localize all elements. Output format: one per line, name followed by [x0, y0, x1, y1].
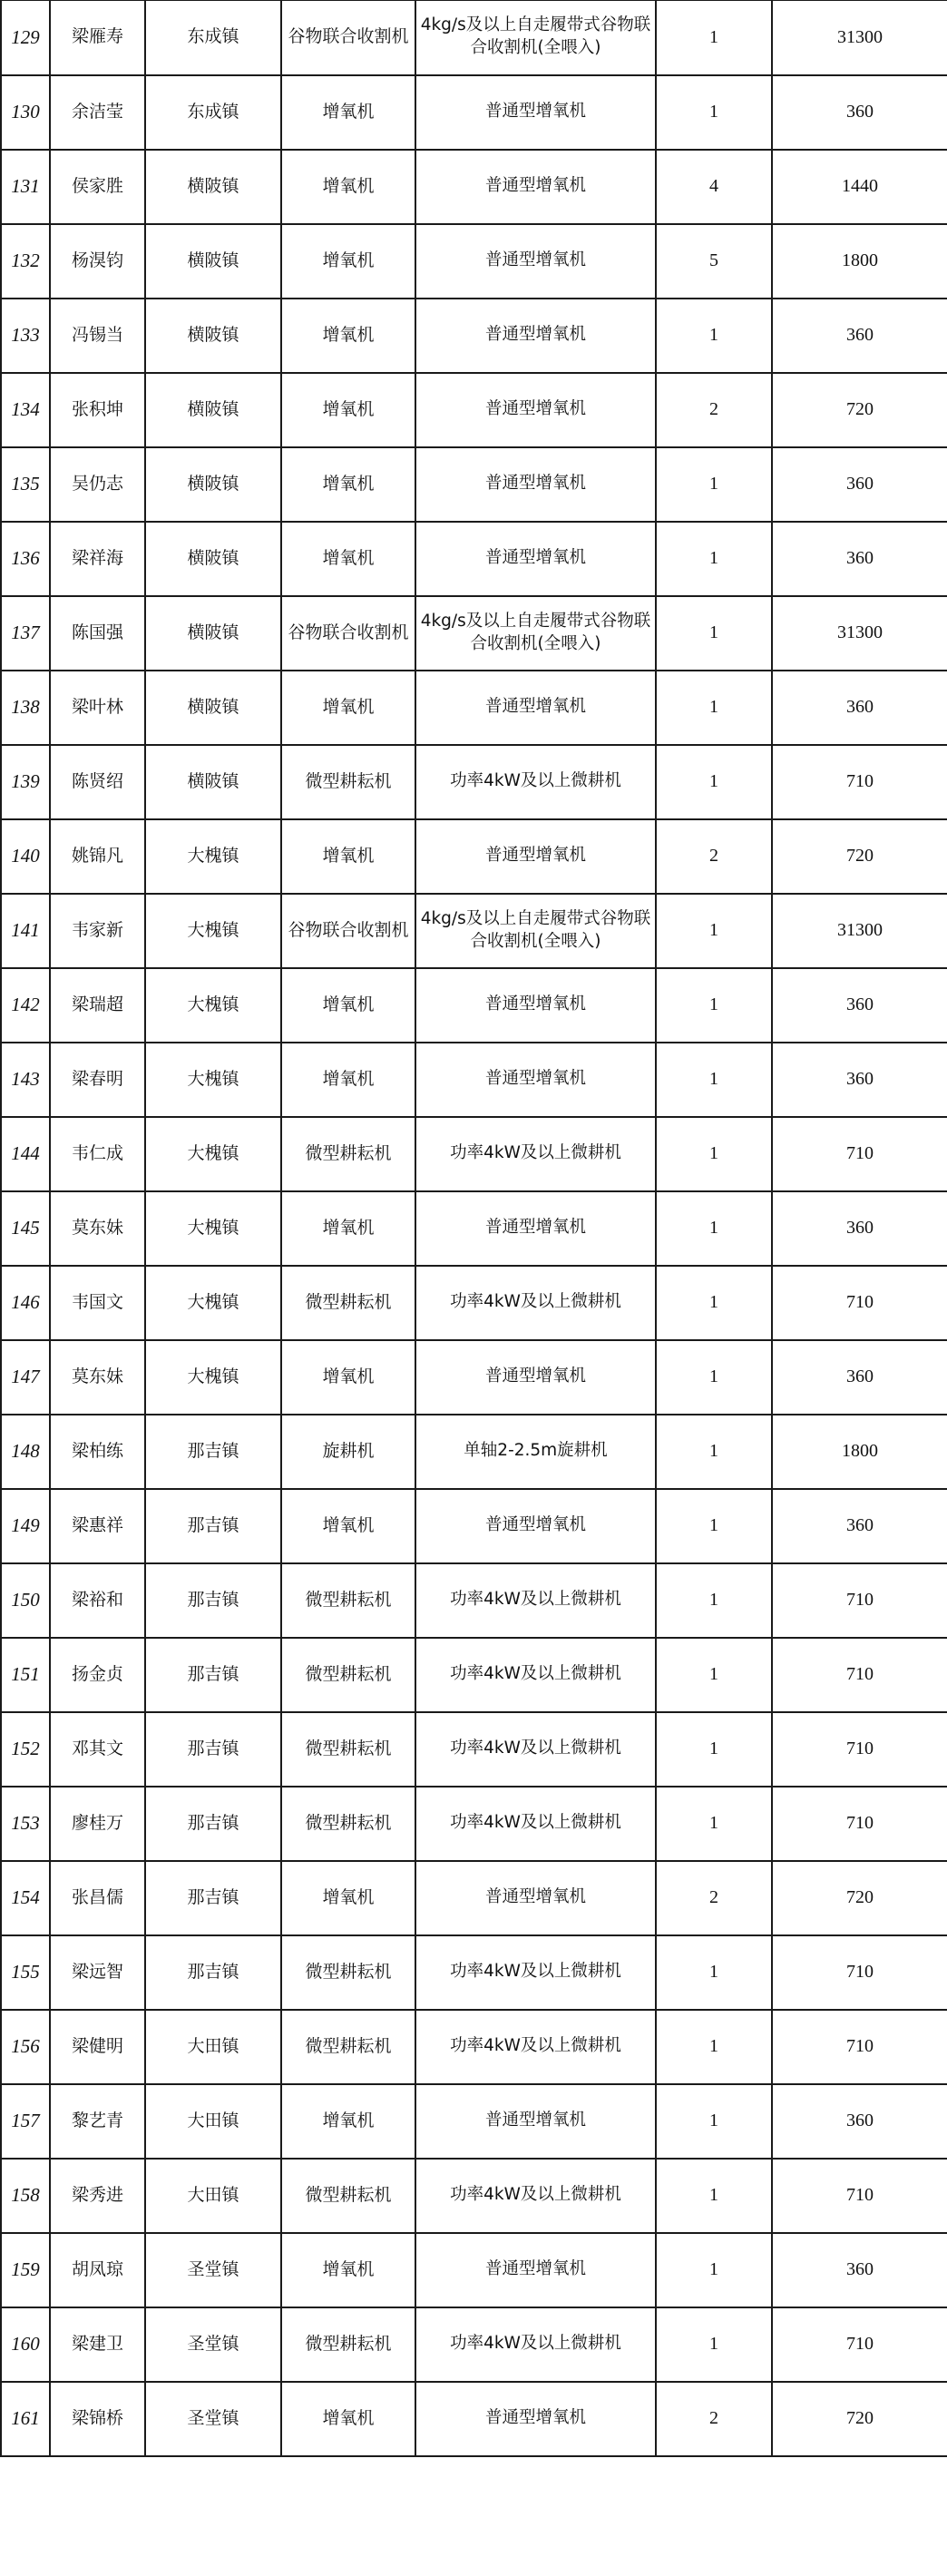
subsidy-amount-cell: 360 — [772, 1191, 947, 1266]
machine-model-cell: 4kg/s及以上自走履带式谷物联合收割机(全喂入) — [415, 894, 656, 968]
town-cell: 横陂镇 — [145, 224, 281, 299]
machine-model-cell: 普通型增氧机 — [415, 1191, 656, 1266]
recipient-name-cell: 莫东妹 — [50, 1340, 145, 1415]
recipient-name-cell: 梁惠祥 — [50, 1489, 145, 1563]
recipient-name-cell: 梁叶林 — [50, 671, 145, 745]
recipient-name-cell: 韦家新 — [50, 894, 145, 968]
machine-model-cell: 普通型增氧机 — [415, 224, 656, 299]
table-row — [1, 1712, 947, 1787]
machine-item-cell: 增氧机 — [281, 150, 415, 224]
machine-item-cell: 微型耕耘机 — [281, 1638, 415, 1712]
quantity-cell: 1 — [656, 1415, 772, 1489]
table-row — [1, 1117, 947, 1191]
quantity-cell: 1 — [656, 671, 772, 745]
table-row — [1, 745, 947, 819]
table-row — [1, 1787, 947, 1861]
quantity-cell: 1 — [656, 1266, 772, 1340]
town-cell: 大槐镇 — [145, 1043, 281, 1117]
row-number-cell: 149 — [1, 1489, 50, 1563]
recipient-name-cell: 梁远智 — [50, 1935, 145, 2010]
subsidy-amount-cell: 31300 — [772, 596, 947, 671]
quantity-cell: 4 — [656, 150, 772, 224]
row-number-cell: 143 — [1, 1043, 50, 1117]
row-number-cell: 142 — [1, 968, 50, 1043]
machine-model-cell: 功率4kW及以上微耕机 — [415, 745, 656, 819]
quantity-cell: 1 — [656, 894, 772, 968]
town-cell: 圣堂镇 — [145, 2233, 281, 2307]
town-cell: 那吉镇 — [145, 1563, 281, 1638]
recipient-name-cell: 梁锦桥 — [50, 2382, 145, 2456]
subsidy-amount-cell: 720 — [772, 373, 947, 447]
subsidy-amount-cell: 360 — [772, 447, 947, 522]
table-row — [1, 1638, 947, 1712]
quantity-cell: 1 — [656, 1638, 772, 1712]
machine-item-cell: 增氧机 — [281, 819, 415, 894]
quantity-cell: 1 — [656, 1489, 772, 1563]
row-number-cell: 139 — [1, 745, 50, 819]
row-number-cell: 156 — [1, 2010, 50, 2084]
machine-model-cell: 普通型增氧机 — [415, 1340, 656, 1415]
town-cell: 大槐镇 — [145, 1266, 281, 1340]
table-row — [1, 1340, 947, 1415]
machine-item-cell: 增氧机 — [281, 75, 415, 150]
table-row — [1, 819, 947, 894]
subsidy-amount-cell: 360 — [772, 671, 947, 745]
subsidy-amount-cell: 710 — [772, 2010, 947, 2084]
table-row — [1, 373, 947, 447]
recipient-name-cell: 吴仍志 — [50, 447, 145, 522]
quantity-cell: 1 — [656, 299, 772, 373]
row-number-cell: 138 — [1, 671, 50, 745]
row-number-cell: 147 — [1, 1340, 50, 1415]
recipient-name-cell: 韦国文 — [50, 1266, 145, 1340]
recipient-name-cell: 扬金贞 — [50, 1638, 145, 1712]
quantity-cell: 1 — [656, 2084, 772, 2159]
row-number-cell: 154 — [1, 1861, 50, 1935]
quantity-cell: 1 — [656, 1, 772, 75]
subsidy-amount-cell: 720 — [772, 2382, 947, 2456]
recipient-name-cell: 莫东妹 — [50, 1191, 145, 1266]
recipient-name-cell: 余洁莹 — [50, 75, 145, 150]
row-number-cell: 159 — [1, 2233, 50, 2307]
town-cell: 横陂镇 — [145, 671, 281, 745]
recipient-name-cell: 梁柏练 — [50, 1415, 145, 1489]
table-row — [1, 2084, 947, 2159]
town-cell: 大槐镇 — [145, 1191, 281, 1266]
row-number-cell: 160 — [1, 2307, 50, 2382]
machine-item-cell: 增氧机 — [281, 373, 415, 447]
machine-model-cell: 普通型增氧机 — [415, 671, 656, 745]
table-row — [1, 75, 947, 150]
recipient-name-cell: 张积坤 — [50, 373, 145, 447]
quantity-cell: 2 — [656, 2382, 772, 2456]
table-row — [1, 1861, 947, 1935]
row-number-cell: 152 — [1, 1712, 50, 1787]
subsidy-amount-cell: 720 — [772, 819, 947, 894]
machine-item-cell: 增氧机 — [281, 299, 415, 373]
quantity-cell: 1 — [656, 1712, 772, 1787]
quantity-cell: 2 — [656, 819, 772, 894]
table-row — [1, 1, 947, 75]
town-cell: 那吉镇 — [145, 1638, 281, 1712]
machine-model-cell: 普通型增氧机 — [415, 819, 656, 894]
machine-item-cell: 增氧机 — [281, 1340, 415, 1415]
machine-item-cell: 微型耕耘机 — [281, 1266, 415, 1340]
machine-model-cell: 普通型增氧机 — [415, 522, 656, 596]
quantity-cell: 1 — [656, 1191, 772, 1266]
subsidy-amount-cell: 31300 — [772, 894, 947, 968]
machine-item-cell: 增氧机 — [281, 1861, 415, 1935]
recipient-name-cell: 陈贤绍 — [50, 745, 145, 819]
recipient-name-cell: 梁秀进 — [50, 2159, 145, 2233]
table-row — [1, 1415, 947, 1489]
row-number-cell: 141 — [1, 894, 50, 968]
subsidy-amount-cell: 710 — [772, 1563, 947, 1638]
row-number-cell: 158 — [1, 2159, 50, 2233]
machine-item-cell: 增氧机 — [281, 1489, 415, 1563]
table-row — [1, 2382, 947, 2456]
row-number-cell: 132 — [1, 224, 50, 299]
table-row — [1, 299, 947, 373]
table-row — [1, 150, 947, 224]
table-row — [1, 671, 947, 745]
machine-model-cell: 功率4kW及以上微耕机 — [415, 1563, 656, 1638]
row-number-cell: 134 — [1, 373, 50, 447]
quantity-cell: 1 — [656, 447, 772, 522]
recipient-name-cell: 张昌儒 — [50, 1861, 145, 1935]
town-cell: 大田镇 — [145, 2010, 281, 2084]
machine-item-cell: 增氧机 — [281, 1043, 415, 1117]
subsidy-amount-cell: 710 — [772, 2307, 947, 2382]
town-cell: 横陂镇 — [145, 299, 281, 373]
row-number-cell: 150 — [1, 1563, 50, 1638]
machine-model-cell: 普通型增氧机 — [415, 2084, 656, 2159]
subsidy-amount-cell: 710 — [772, 745, 947, 819]
row-number-cell: 161 — [1, 2382, 50, 2456]
subsidy-amount-cell: 360 — [772, 522, 947, 596]
recipient-name-cell: 廖桂万 — [50, 1787, 145, 1861]
town-cell: 东成镇 — [145, 1, 281, 75]
recipient-name-cell: 邓其文 — [50, 1712, 145, 1787]
quantity-cell: 1 — [656, 1935, 772, 2010]
subsidy-amount-cell: 360 — [772, 299, 947, 373]
machine-model-cell: 普通型增氧机 — [415, 447, 656, 522]
machine-item-cell: 谷物联合收割机 — [281, 596, 415, 671]
quantity-cell: 1 — [656, 1340, 772, 1415]
quantity-cell: 1 — [656, 2159, 772, 2233]
row-number-cell: 135 — [1, 447, 50, 522]
machine-model-cell: 普通型增氧机 — [415, 2233, 656, 2307]
machine-item-cell: 微型耕耘机 — [281, 1712, 415, 1787]
machine-model-cell: 功率4kW及以上微耕机 — [415, 1935, 656, 2010]
table-row — [1, 1191, 947, 1266]
machine-item-cell: 微型耕耘机 — [281, 1117, 415, 1191]
machine-model-cell: 普通型增氧机 — [415, 299, 656, 373]
subsidy-amount-cell: 710 — [772, 1117, 947, 1191]
table-row — [1, 447, 947, 522]
quantity-cell: 2 — [656, 373, 772, 447]
table-row — [1, 596, 947, 671]
recipient-name-cell: 陈国强 — [50, 596, 145, 671]
machine-item-cell: 增氧机 — [281, 1191, 415, 1266]
row-number-cell: 140 — [1, 819, 50, 894]
table-row — [1, 1043, 947, 1117]
subsidy-amount-cell: 31300 — [772, 1, 947, 75]
subsidy-amount-cell: 710 — [772, 2159, 947, 2233]
machine-item-cell: 增氧机 — [281, 2084, 415, 2159]
machine-item-cell: 谷物联合收割机 — [281, 1, 415, 75]
table-row — [1, 522, 947, 596]
machine-model-cell: 单轴2-2.5m旋耕机 — [415, 1415, 656, 1489]
machine-item-cell: 微型耕耘机 — [281, 2307, 415, 2382]
machine-item-cell: 微型耕耘机 — [281, 1935, 415, 2010]
row-number-cell: 153 — [1, 1787, 50, 1861]
subsidy-amount-cell: 1440 — [772, 150, 947, 224]
town-cell: 那吉镇 — [145, 1712, 281, 1787]
town-cell: 那吉镇 — [145, 1787, 281, 1861]
recipient-name-cell: 梁健明 — [50, 2010, 145, 2084]
subsidy-amount-cell: 1800 — [772, 224, 947, 299]
town-cell: 横陂镇 — [145, 447, 281, 522]
subsidy-amount-cell: 710 — [772, 1935, 947, 2010]
machine-model-cell: 功率4kW及以上微耕机 — [415, 1117, 656, 1191]
quantity-cell: 1 — [656, 1787, 772, 1861]
town-cell: 那吉镇 — [145, 1861, 281, 1935]
table-row — [1, 894, 947, 968]
table-row — [1, 224, 947, 299]
machine-model-cell: 4kg/s及以上自走履带式谷物联合收割机(全喂入) — [415, 596, 656, 671]
subsidy-amount-cell: 360 — [772, 968, 947, 1043]
recipient-name-cell: 冯锡当 — [50, 299, 145, 373]
table-row — [1, 1266, 947, 1340]
town-cell: 横陂镇 — [145, 522, 281, 596]
town-cell: 横陂镇 — [145, 373, 281, 447]
row-number-cell: 155 — [1, 1935, 50, 2010]
recipient-name-cell: 梁雁寿 — [50, 1, 145, 75]
town-cell: 大田镇 — [145, 2159, 281, 2233]
town-cell: 大槐镇 — [145, 1340, 281, 1415]
quantity-cell: 1 — [656, 75, 772, 150]
subsidy-amount-cell: 360 — [772, 1043, 947, 1117]
town-cell: 那吉镇 — [145, 1935, 281, 2010]
table-row — [1, 1489, 947, 1563]
row-number-cell: 130 — [1, 75, 50, 150]
table-row — [1, 2010, 947, 2084]
quantity-cell: 1 — [656, 1117, 772, 1191]
subsidy-amount-cell: 360 — [772, 75, 947, 150]
subsidy-amount-cell: 720 — [772, 1861, 947, 1935]
machine-model-cell: 普通型增氧机 — [415, 2382, 656, 2456]
row-number-cell: 133 — [1, 299, 50, 373]
row-number-cell: 157 — [1, 2084, 50, 2159]
quantity-cell: 1 — [656, 968, 772, 1043]
machine-item-cell: 微型耕耘机 — [281, 2010, 415, 2084]
row-number-cell: 144 — [1, 1117, 50, 1191]
town-cell: 东成镇 — [145, 75, 281, 150]
quantity-cell: 1 — [656, 522, 772, 596]
quantity-cell: 1 — [656, 2233, 772, 2307]
machine-model-cell: 功率4kW及以上微耕机 — [415, 1787, 656, 1861]
town-cell: 大槐镇 — [145, 894, 281, 968]
table-row — [1, 2159, 947, 2233]
subsidy-amount-cell: 710 — [772, 1266, 947, 1340]
row-number-cell: 129 — [1, 1, 50, 75]
machine-model-cell: 普通型增氧机 — [415, 373, 656, 447]
quantity-cell: 1 — [656, 596, 772, 671]
recipient-name-cell: 梁建卫 — [50, 2307, 145, 2382]
quantity-cell: 2 — [656, 1861, 772, 1935]
subsidy-amount-cell: 710 — [772, 1712, 947, 1787]
table-row — [1, 968, 947, 1043]
machine-model-cell: 功率4kW及以上微耕机 — [415, 1712, 656, 1787]
machine-model-cell: 功率4kW及以上微耕机 — [415, 1266, 656, 1340]
machine-item-cell: 微型耕耘机 — [281, 745, 415, 819]
table-row — [1, 2233, 947, 2307]
row-number-cell: 151 — [1, 1638, 50, 1712]
quantity-cell: 1 — [656, 745, 772, 819]
row-number-cell: 146 — [1, 1266, 50, 1340]
machine-item-cell: 增氧机 — [281, 2382, 415, 2456]
recipient-name-cell: 黎艺青 — [50, 2084, 145, 2159]
row-number-cell: 145 — [1, 1191, 50, 1266]
town-cell: 大槐镇 — [145, 968, 281, 1043]
town-cell: 大田镇 — [145, 2084, 281, 2159]
town-cell: 圣堂镇 — [145, 2382, 281, 2456]
table-row — [1, 1563, 947, 1638]
machine-item-cell: 谷物联合收割机 — [281, 894, 415, 968]
machine-item-cell: 增氧机 — [281, 968, 415, 1043]
recipient-name-cell: 杨湨钧 — [50, 224, 145, 299]
town-cell: 横陂镇 — [145, 596, 281, 671]
machine-model-cell: 普通型增氧机 — [415, 1861, 656, 1935]
subsidy-amount-cell: 710 — [772, 1638, 947, 1712]
quantity-cell: 1 — [656, 1043, 772, 1117]
quantity-cell: 1 — [656, 1563, 772, 1638]
town-cell: 圣堂镇 — [145, 2307, 281, 2382]
town-cell: 横陂镇 — [145, 745, 281, 819]
machine-model-cell: 普通型增氧机 — [415, 1489, 656, 1563]
machine-item-cell: 增氧机 — [281, 2233, 415, 2307]
subsidy-amount-cell: 360 — [772, 1340, 947, 1415]
town-cell: 大槐镇 — [145, 1117, 281, 1191]
subsidy-amount-cell: 360 — [772, 2233, 947, 2307]
machine-model-cell: 普通型增氧机 — [415, 75, 656, 150]
recipient-name-cell: 胡凤琼 — [50, 2233, 145, 2307]
recipient-name-cell: 梁瑞超 — [50, 968, 145, 1043]
row-number-cell: 136 — [1, 522, 50, 596]
quantity-cell: 5 — [656, 224, 772, 299]
town-cell: 大槐镇 — [145, 819, 281, 894]
subsidy-amount-cell: 360 — [772, 2084, 947, 2159]
machine-item-cell: 旋耕机 — [281, 1415, 415, 1489]
recipient-name-cell: 梁裕和 — [50, 1563, 145, 1638]
machine-item-cell: 增氧机 — [281, 447, 415, 522]
quantity-cell: 1 — [656, 2307, 772, 2382]
row-number-cell: 148 — [1, 1415, 50, 1489]
machine-item-cell: 微型耕耘机 — [281, 1787, 415, 1861]
machine-model-cell: 4kg/s及以上自走履带式谷物联合收割机(全喂入) — [415, 1, 656, 75]
machine-model-cell: 普通型增氧机 — [415, 150, 656, 224]
quantity-cell: 1 — [656, 2010, 772, 2084]
machine-model-cell: 普通型增氧机 — [415, 1043, 656, 1117]
row-number-cell: 131 — [1, 150, 50, 224]
town-cell: 那吉镇 — [145, 1415, 281, 1489]
machine-item-cell: 增氧机 — [281, 671, 415, 745]
recipient-name-cell: 韦仁成 — [50, 1117, 145, 1191]
town-cell: 那吉镇 — [145, 1489, 281, 1563]
table-row — [1, 1935, 947, 2010]
town-cell: 横陂镇 — [145, 150, 281, 224]
subsidy-amount-cell: 710 — [772, 1787, 947, 1861]
machine-model-cell: 功率4kW及以上微耕机 — [415, 1638, 656, 1712]
row-number-cell: 137 — [1, 596, 50, 671]
recipient-name-cell: 梁春明 — [50, 1043, 145, 1117]
machine-model-cell: 功率4kW及以上微耕机 — [415, 2010, 656, 2084]
machine-model-cell: 功率4kW及以上微耕机 — [415, 2159, 656, 2233]
machine-item-cell: 增氧机 — [281, 224, 415, 299]
recipient-name-cell: 侯家胜 — [50, 150, 145, 224]
machine-item-cell: 增氧机 — [281, 522, 415, 596]
machine-model-cell: 功率4kW及以上微耕机 — [415, 2307, 656, 2382]
subsidy-amount-cell: 1800 — [772, 1415, 947, 1489]
machine-item-cell: 微型耕耘机 — [281, 2159, 415, 2233]
table-row — [1, 2307, 947, 2382]
machine-item-cell: 微型耕耘机 — [281, 1563, 415, 1638]
recipient-name-cell: 梁祥海 — [50, 522, 145, 596]
recipient-name-cell: 姚锦凡 — [50, 819, 145, 894]
subsidy-amount-cell: 360 — [772, 1489, 947, 1563]
table-body — [1, 1, 947, 2456]
machine-model-cell: 普通型增氧机 — [415, 968, 656, 1043]
